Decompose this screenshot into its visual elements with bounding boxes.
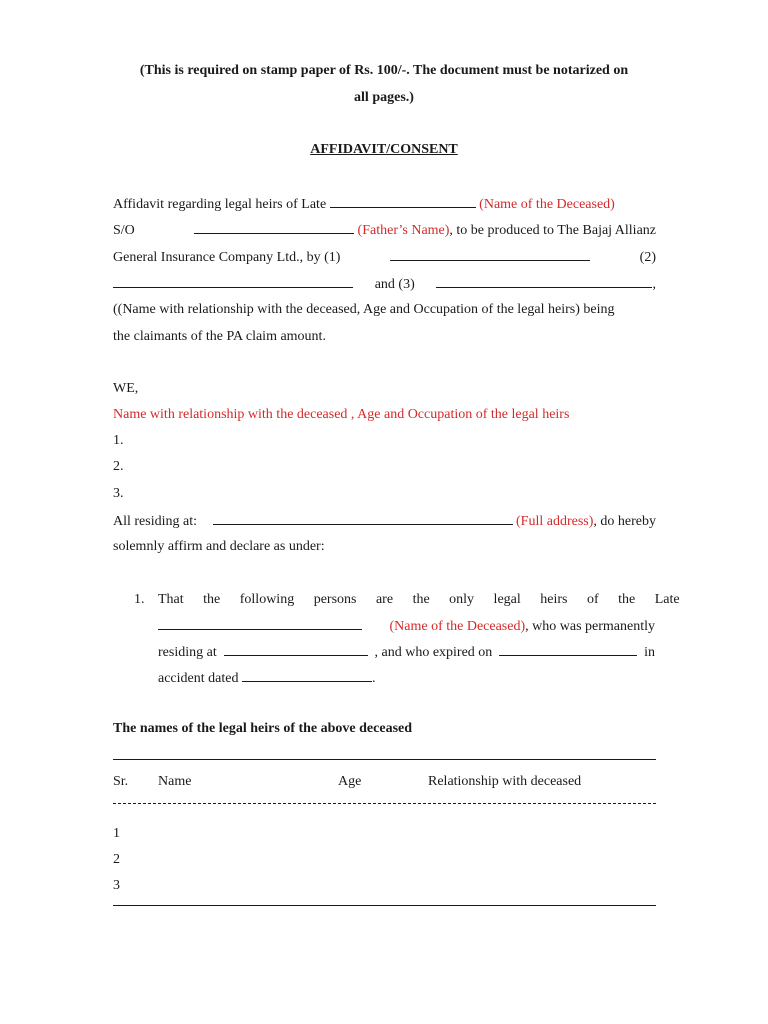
solemn-line: solemnly affirm and declare as under: — [113, 539, 325, 554]
we-label: WE, — [113, 381, 139, 396]
col-age: Age — [338, 774, 362, 789]
we-item-2: 2. — [113, 459, 124, 474]
clause-1-period: . — [371, 671, 376, 686]
intro-line4 — [113, 275, 656, 294]
intro-text: Affidavit regarding legal heirs of Late — [113, 197, 327, 212]
blank-heir-1 — [390, 248, 590, 261]
document-title: AFFIDAVIT/CONSENT — [310, 142, 458, 157]
clause-1-expired-on: , and who expired on — [374, 645, 493, 660]
intro-comma: , — [652, 277, 656, 292]
table-row: 3 — [113, 878, 120, 893]
blank-full-address — [213, 512, 513, 525]
clause-1-number: 1. — [134, 592, 145, 607]
table-bottom-rule — [113, 905, 656, 906]
residing-line — [113, 512, 656, 531]
clause-1-line1-words — [158, 591, 680, 609]
clause-1-line2 — [158, 617, 655, 636]
blank-expired-on — [499, 643, 637, 656]
table-row: 1 — [113, 826, 120, 841]
placeholder-full-address: (Full address) — [516, 514, 594, 529]
we-item-3: 3. — [113, 486, 124, 501]
clause-1-line3 — [158, 643, 655, 662]
heirs-heading: The names of the legal heirs of the above deceased — [113, 721, 413, 736]
intro-and-three: and (3) — [374, 277, 415, 292]
placeholder-deceased-name: (Name of the Deceased) — [479, 197, 615, 212]
intro-line1 — [113, 195, 615, 214]
col-name: Name — [158, 774, 192, 789]
intro-line2 — [113, 221, 656, 240]
col-sr: Sr. — [113, 774, 129, 789]
intro-so: S/O — [113, 223, 135, 238]
col-relationship: Relationship with deceased — [428, 774, 582, 789]
clause-1-text: That the following persons are the only legal heirs of the Late — [158, 592, 680, 607]
intro-line3 — [113, 248, 656, 267]
clause-1-line4 — [158, 669, 375, 688]
intro-line6: the claimants of the PA claim amount. — [113, 329, 326, 344]
blank-residing-at — [224, 643, 368, 656]
intro-produced-to: , to be produced to The Bajaj Allianz — [449, 223, 656, 238]
stamp-note-line1: (This is required on stamp paper of Rs. 100/-. The document must be notarized on — [139, 63, 629, 78]
intro-line5: ((Name with relationship with the deceased, Age and Occupation of the legal heirs) being — [113, 302, 615, 317]
blank-deceased-name — [330, 195, 476, 208]
clause-1-permanently: , who was permanently — [525, 619, 655, 634]
table-top-rule — [113, 759, 656, 760]
residing-label: All residing at: — [113, 514, 197, 529]
we-heirs-placeholder: Name with relationship with the deceased , Age and Occupation of the legal heirs — [113, 407, 570, 422]
blank-accident-date — [242, 669, 372, 682]
clause-1-accident-dated: accident dated — [158, 671, 239, 686]
clause-1-in: in — [644, 645, 655, 660]
table-header-dashed-rule — [113, 803, 656, 804]
clause-1-residing-at: residing at — [158, 645, 217, 660]
residing-do-hereby: , do hereby — [593, 514, 656, 529]
table-row: 2 — [113, 852, 120, 867]
blank-late-name — [158, 617, 362, 630]
placeholder-late-name: (Name of the Deceased) — [389, 619, 526, 634]
blank-father-name — [194, 221, 354, 234]
intro-two: (2) — [639, 250, 656, 265]
stamp-note-line2: all pages.) — [354, 90, 414, 105]
intro-company: General Insurance Company Ltd., by (1) — [113, 250, 341, 265]
we-item-1: 1. — [113, 433, 124, 448]
clause-1-line1 — [158, 591, 680, 609]
blank-heir-2 — [113, 275, 353, 288]
placeholder-father-name: (Father’s Name) — [357, 223, 450, 238]
blank-heir-3 — [436, 275, 652, 288]
